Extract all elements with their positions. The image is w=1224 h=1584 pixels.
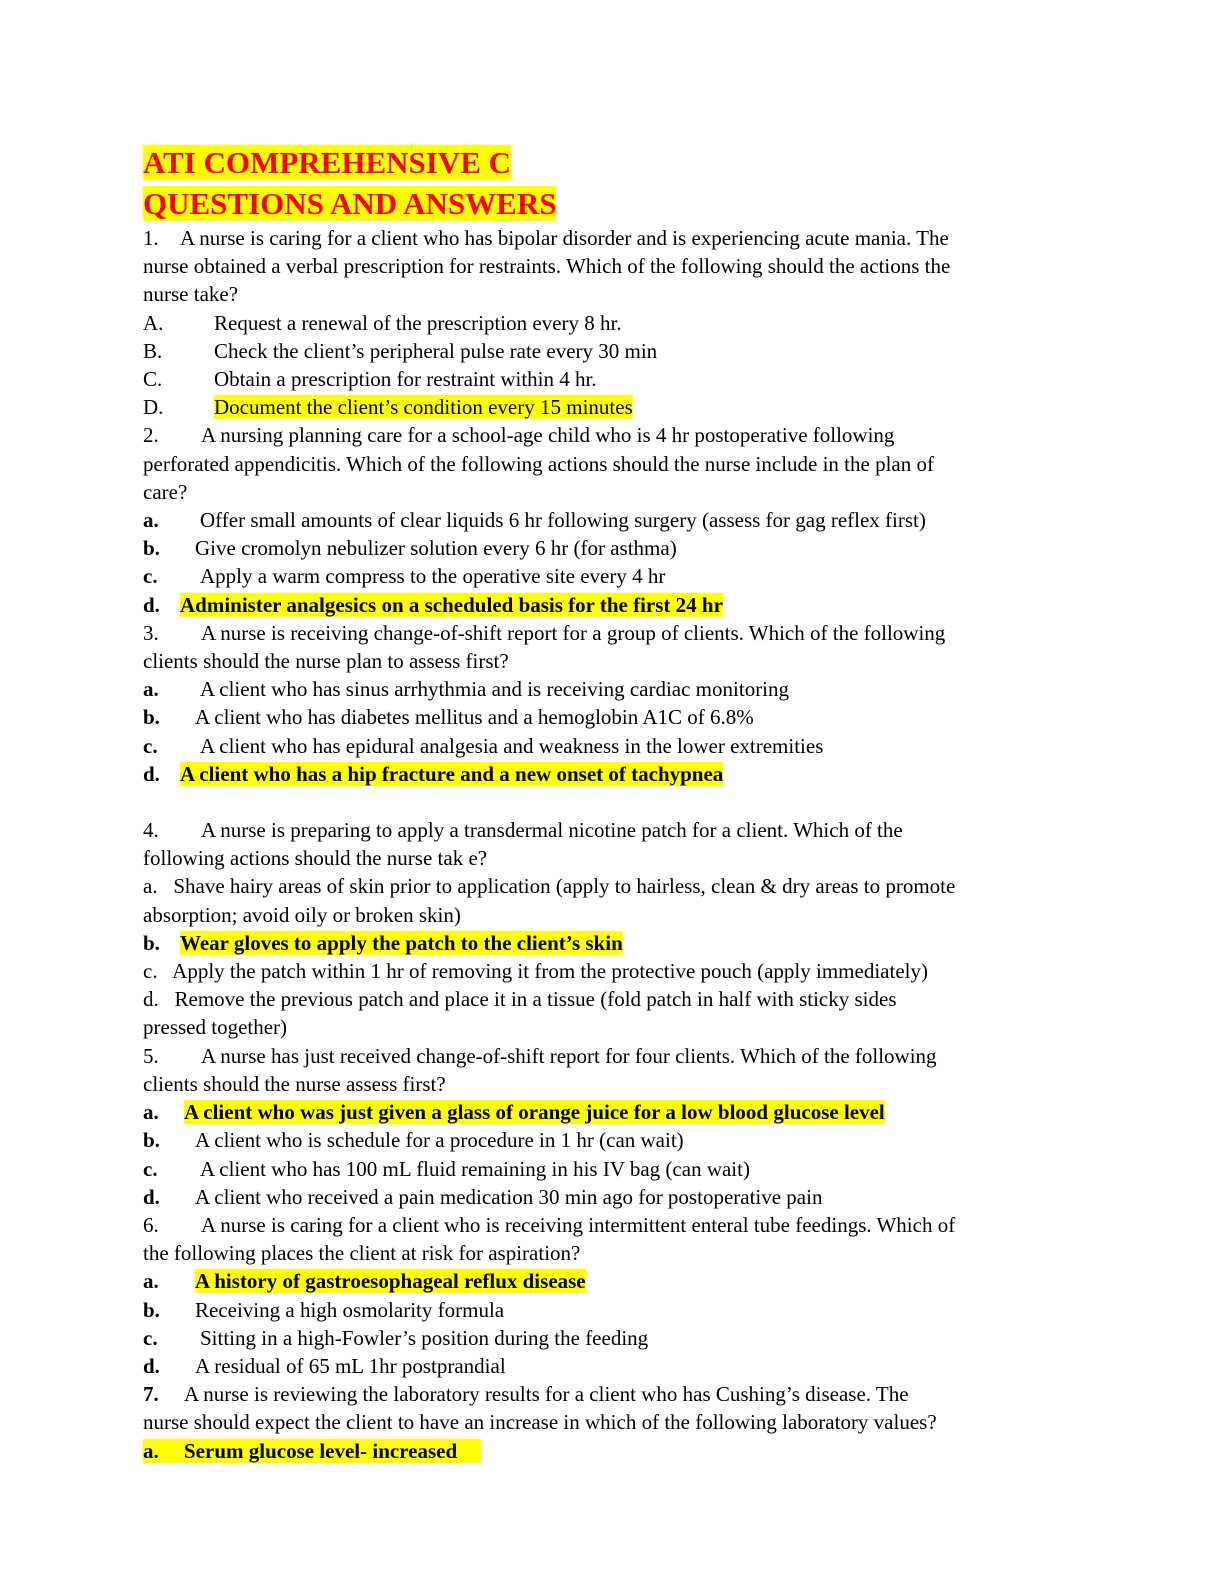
question-text: A nursing planning care for a school-age child who is 4 hr postoperative following <box>201 423 895 448</box>
option-label: a. <box>143 677 159 702</box>
option-b <box>143 1296 1083 1324</box>
option-text: A client who is schedule for a procedure in 1 hr (can wait) <box>195 1128 684 1153</box>
option-label: C. <box>143 367 163 392</box>
option-label: a. <box>143 1269 159 1294</box>
correct-answer: A client who was just given a glass of orange juice for a low blood glucose level <box>184 1100 885 1125</box>
option-a-correct <box>143 1437 1083 1465</box>
option-label: b. <box>143 1297 160 1322</box>
option-d-correct <box>143 760 1083 788</box>
option-label: D. <box>143 395 164 420</box>
question-text: A nurse is receiving change-of-shift report for a group of clients. Which of the following <box>201 620 946 645</box>
question-text: A nurse is preparing to apply a transdermal nicotine patch for a client. Which of the <box>201 818 903 843</box>
correct-answer: A client who has a hip fracture and a new onset of tachypnea <box>180 761 724 786</box>
option-label: a. <box>143 1100 159 1125</box>
option-text: Apply a warm compress to the operative site every 4 hr <box>200 564 666 589</box>
question-1 <box>143 224 1083 421</box>
document-page <box>143 142 1083 1465</box>
option-text: Obtain a prescription for restraint within 4 hr. <box>214 367 597 392</box>
question-number: 3. <box>143 620 159 645</box>
option-d-correct <box>143 393 1083 421</box>
question-text: A nurse is caring for a client who is receiving intermittent enteral tube feedings. Which of <box>201 1212 956 1237</box>
option-label: B. <box>143 338 163 363</box>
question-text: clients should the nurse assess first? <box>143 1071 446 1096</box>
question-number: 5. <box>143 1043 159 1068</box>
question-text: following actions should the nurse tak e? <box>143 846 488 871</box>
question-text: perforated appendicitis. Which of the following actions should the nurse include in the plan of <box>143 451 934 476</box>
document-title <box>143 142 1083 224</box>
option-a-correct <box>143 1267 1083 1295</box>
question-text: A nurse is caring for a client who has bipolar disorder and is experiencing acute mania. The <box>180 226 949 250</box>
question-number: 7. <box>143 1382 159 1407</box>
question-text: nurse should expect the client to have an increase in which of the following laboratory values? <box>143 1410 937 1435</box>
option-d-continued: pressed together) <box>143 1015 288 1040</box>
question-number: 4. <box>143 818 159 843</box>
option-c <box>143 1155 1083 1183</box>
option-text: Check the client’s peripheral pulse rate every 30 min <box>214 338 658 363</box>
title-line-1: ATI COMPREHENSIVE C <box>143 145 512 180</box>
option-a-continued: absorption; avoid oily or broken skin) <box>143 902 461 927</box>
option-a: a. Shave hairy areas of skin prior to application (apply to hairless, clean & dry areas to promote <box>143 874 956 899</box>
option-text: Offer small amounts of clear liquids 6 hr following surgery (assess for gag reflex first) <box>200 508 926 533</box>
question-text: nurse obtained a verbal prescription for restraints. Which of the following should the actions the <box>143 254 951 279</box>
option-a-correct <box>143 1098 1083 1126</box>
question-text: the following places the client at risk for aspiration? <box>143 1241 581 1266</box>
question-6 <box>143 1211 1083 1380</box>
spacer <box>143 788 1083 816</box>
option-label: c. <box>143 564 158 589</box>
option-label: d. <box>143 592 160 617</box>
option-b <box>143 534 1083 562</box>
option-b <box>143 337 1083 365</box>
option-c <box>143 732 1083 760</box>
option-text: A client who has sinus arrhythmia and is receiving cardiac monitoring <box>200 677 790 702</box>
question-number: 1. <box>143 226 159 250</box>
option-text: A client who has epidural analgesia and weakness in the lower extremities <box>200 733 824 758</box>
option-label: a. <box>143 508 159 533</box>
question-3 <box>143 619 1083 788</box>
option-label: b. <box>143 930 160 955</box>
question-number: 2. <box>143 423 159 448</box>
option-text: A residual of 65 mL 1hr postprandial <box>195 1353 506 1378</box>
option-b <box>143 1126 1083 1154</box>
option-label: b. <box>143 1128 160 1153</box>
option-d <box>143 1183 1083 1211</box>
option-text: Give cromolyn nebulizer solution every 6 hr (for asthma) <box>195 536 677 561</box>
correct-answer: Administer analgesics on a scheduled basis for the first 24 hr <box>180 592 723 617</box>
option-label: b. <box>143 536 160 561</box>
option-text: A client who has diabetes mellitus and a hemoglobin A1C of 6.8% <box>195 705 754 730</box>
option-text: Receiving a high osmolarity formula <box>195 1297 505 1322</box>
option-label: d. <box>143 1353 160 1378</box>
question-text: A nurse is reviewing the laboratory results for a client who has Cushing’s disease. The <box>184 1382 909 1407</box>
question-text: A nurse has just received change-of-shift report for four clients. Which of the following <box>201 1043 937 1068</box>
option-c <box>143 365 1083 393</box>
question-5 <box>143 1042 1083 1211</box>
option-text: A client who has 100 mL fluid remaining in his IV bag (can wait) <box>200 1156 750 1181</box>
option-label: c. <box>143 733 158 758</box>
correct-answer: A history of gastroesophageal reflux disease <box>195 1269 586 1294</box>
question-number: 6. <box>143 1212 159 1237</box>
option-d <box>143 1352 1083 1380</box>
question-text: clients should the nurse plan to assess first? <box>143 649 509 674</box>
option-label: A. <box>143 310 164 335</box>
option-c <box>143 1324 1083 1352</box>
option-label: b. <box>143 705 160 730</box>
option-text: Request a renewal of the prescription every 8 hr. <box>214 310 622 335</box>
option-c: c. Apply the patch within 1 hr of removing it from the protective pouch (apply immediately) <box>143 959 928 984</box>
option-label: c. <box>143 1156 158 1181</box>
option-text: Sitting in a high-Fowler’s position during the feeding <box>200 1325 649 1350</box>
question-text: nurse take? <box>143 282 239 307</box>
option-label: c. <box>143 1325 158 1350</box>
option-label: a. <box>143 1438 159 1463</box>
option-a <box>143 675 1083 703</box>
correct-answer: Serum glucose level- increased <box>184 1438 458 1463</box>
correct-answer: Wear gloves to apply the patch to the client’s skin <box>180 930 623 955</box>
option-label: d. <box>143 761 160 786</box>
question-2 <box>143 421 1083 618</box>
title-line-2: QUESTIONS AND ANSWERS <box>143 186 557 221</box>
option-b <box>143 703 1083 731</box>
option-a <box>143 506 1083 534</box>
option-d-correct <box>143 591 1083 619</box>
option-text: A client who received a pain medication 30 min ago for postoperative pain <box>195 1184 823 1209</box>
question-4 <box>143 816 1083 1042</box>
option-label: d. <box>143 1184 160 1209</box>
option-c <box>143 562 1083 590</box>
option-d: d. Remove the previous patch and place it in a tissue (fold patch in half with sticky sides <box>143 987 897 1012</box>
question-text: care? <box>143 479 188 504</box>
option-b-correct <box>143 929 1083 957</box>
correct-answer: Document the client’s condition every 15 minutes <box>214 395 633 420</box>
question-7 <box>143 1380 1083 1465</box>
option-a <box>143 309 1083 337</box>
